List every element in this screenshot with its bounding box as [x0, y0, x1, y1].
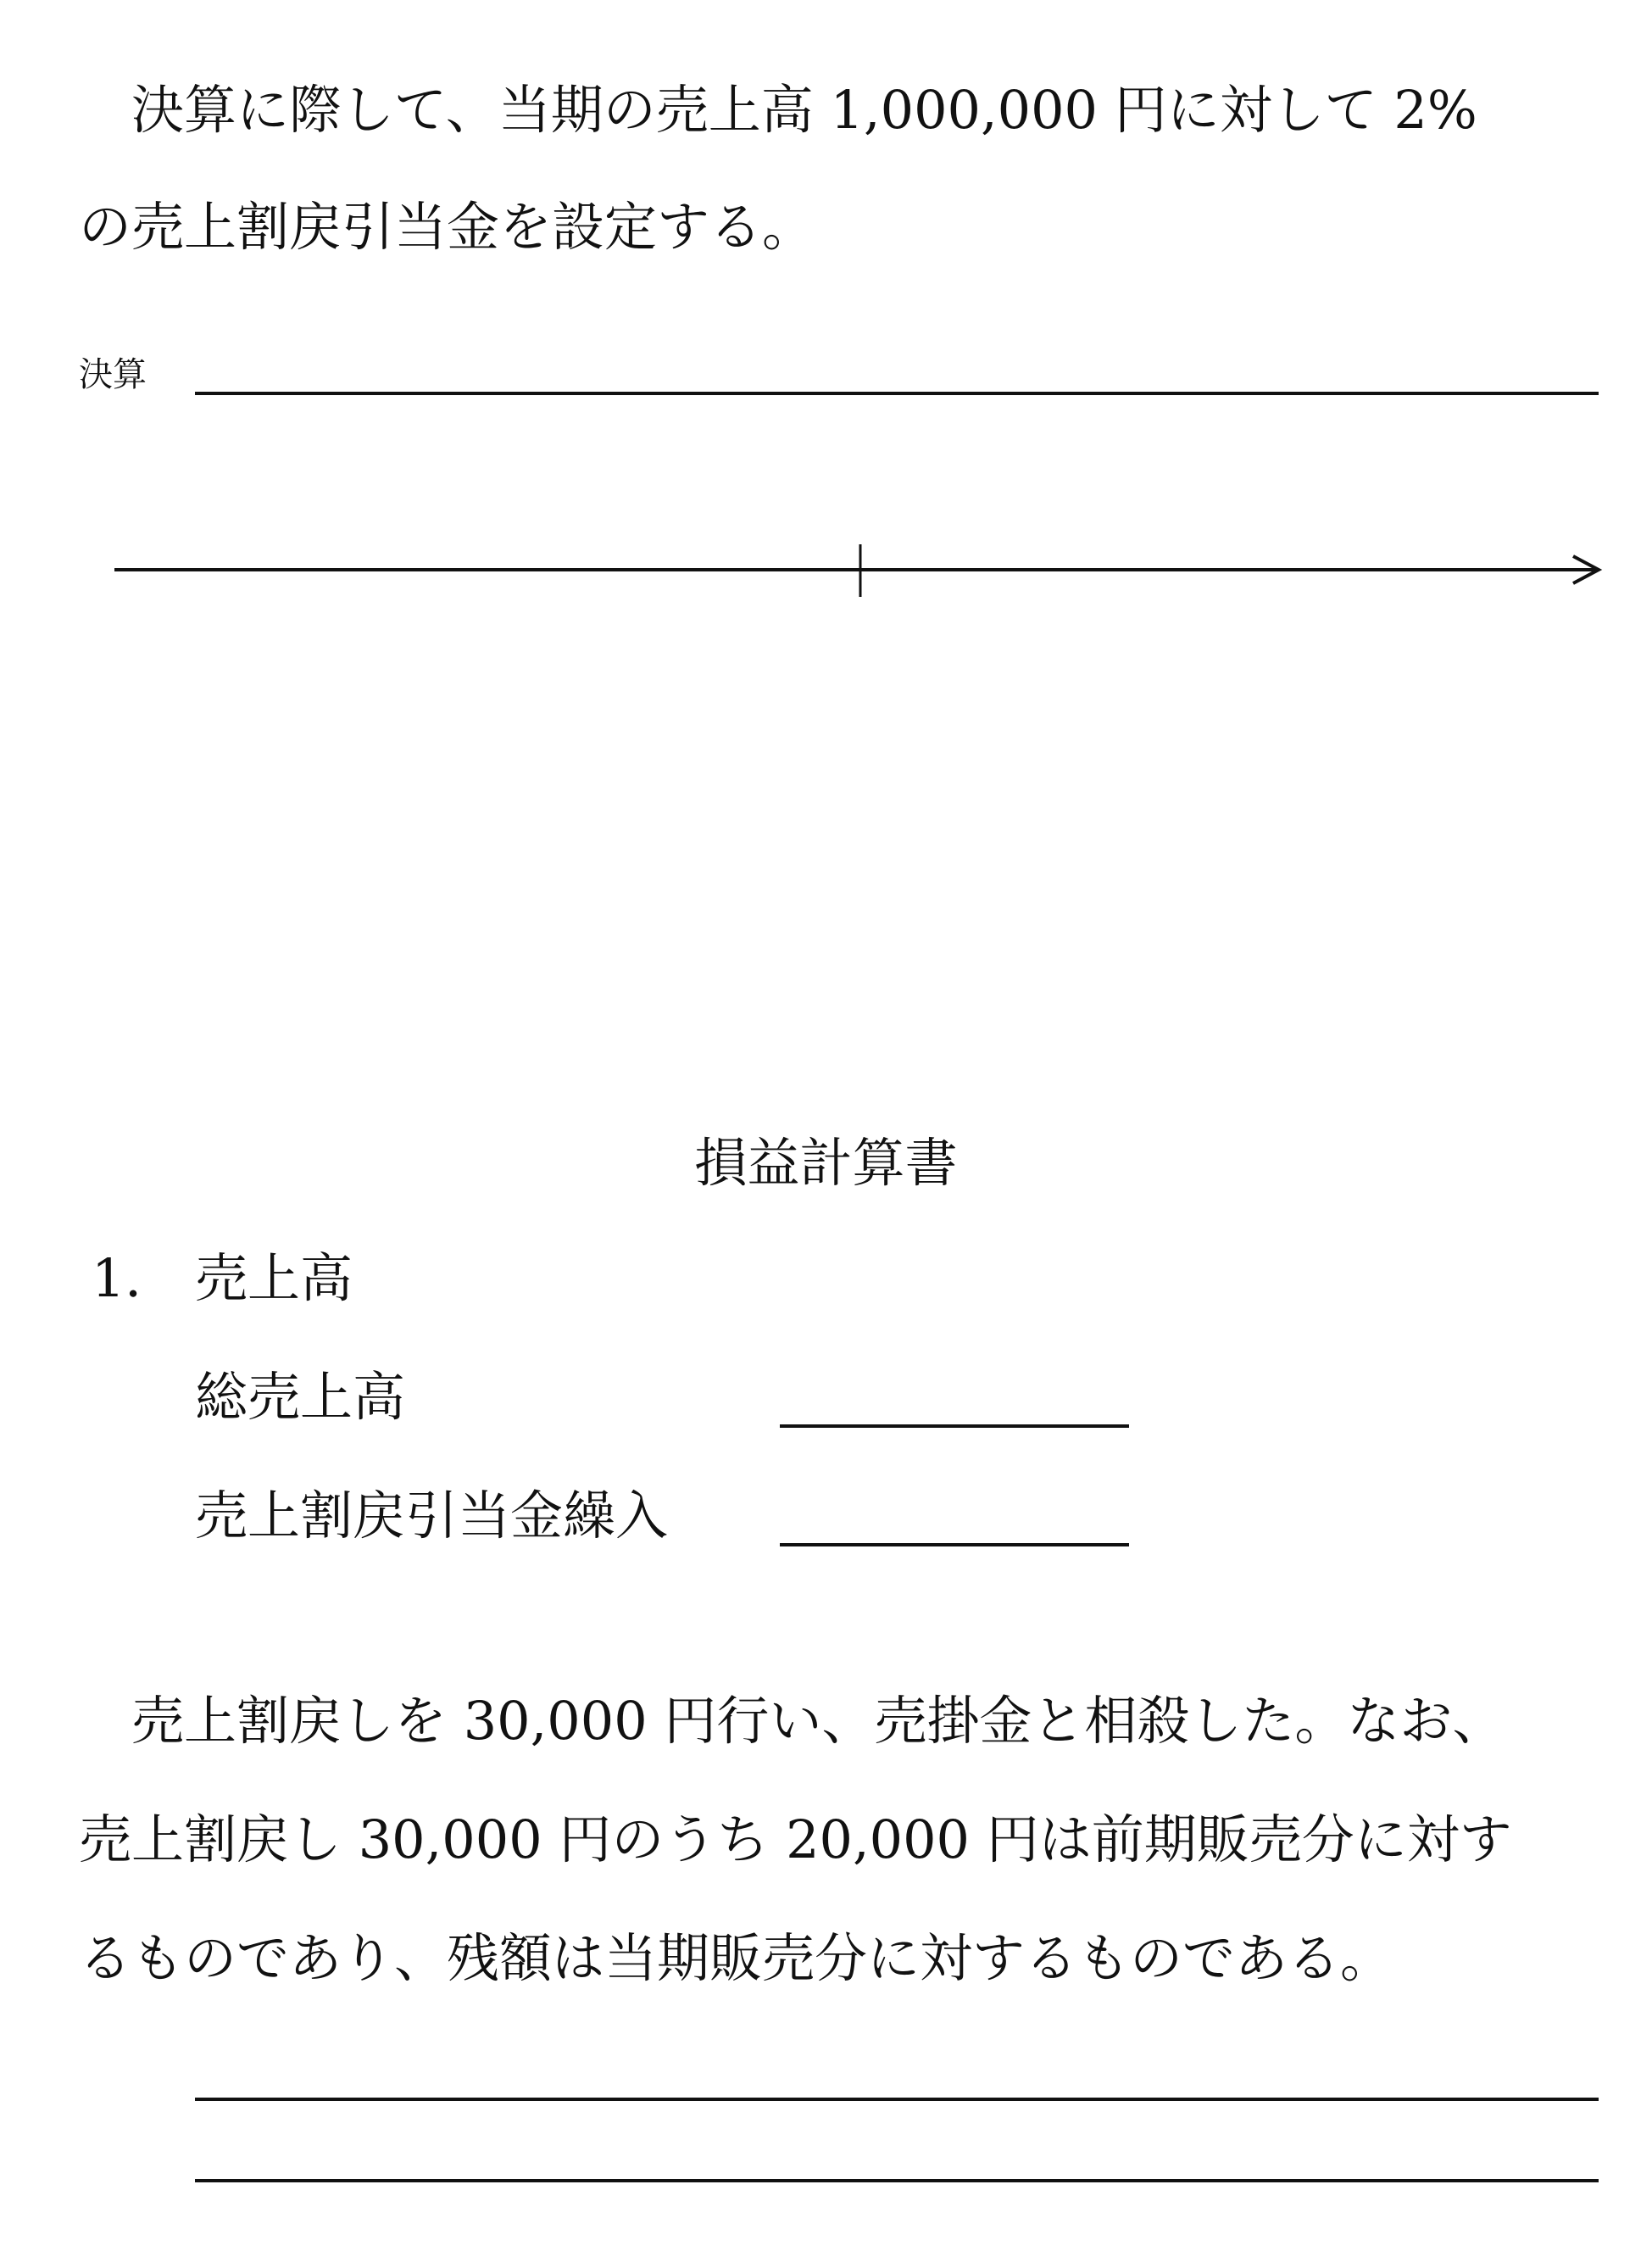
answer-line-2[interactable]: [195, 2098, 1599, 2101]
question1-line1: 決算に際して、当期の売上高 1,000,000 円に対して 2%: [79, 79, 1477, 141]
row-label-rebate-provision: 売上割戻引当金繰入: [195, 1485, 669, 1546]
income-statement-title: 損益計算書: [694, 1132, 958, 1194]
section-number: 1．: [92, 1247, 178, 1309]
answer-line-1[interactable]: [195, 392, 1599, 395]
rebate-provision-amount-blank[interactable]: [780, 1543, 1129, 1546]
answer-line-3[interactable]: [195, 2179, 1599, 2182]
timeline-arrow: [0, 526, 1652, 627]
gross-sales-amount-blank[interactable]: [780, 1424, 1129, 1428]
row-label-gross-sales: 総売上高: [195, 1366, 406, 1428]
question2-line2: 売上割戻し 30,000 円のうち 20,000 円は前期販売分に対す: [79, 1808, 1512, 1870]
entry-label-kessan: 決算: [79, 355, 147, 394]
question2-line1: 売上割戻しを 30,000 円行い、売掛金と相殺した。なお、: [79, 1690, 1505, 1752]
question2-line3: るものであり、残額は当期販売分に対するものである。: [79, 1927, 1393, 1989]
section-label-sales: 売上高: [195, 1247, 353, 1309]
question1-line2: の売上割戻引当金を設定する。: [79, 196, 815, 258]
